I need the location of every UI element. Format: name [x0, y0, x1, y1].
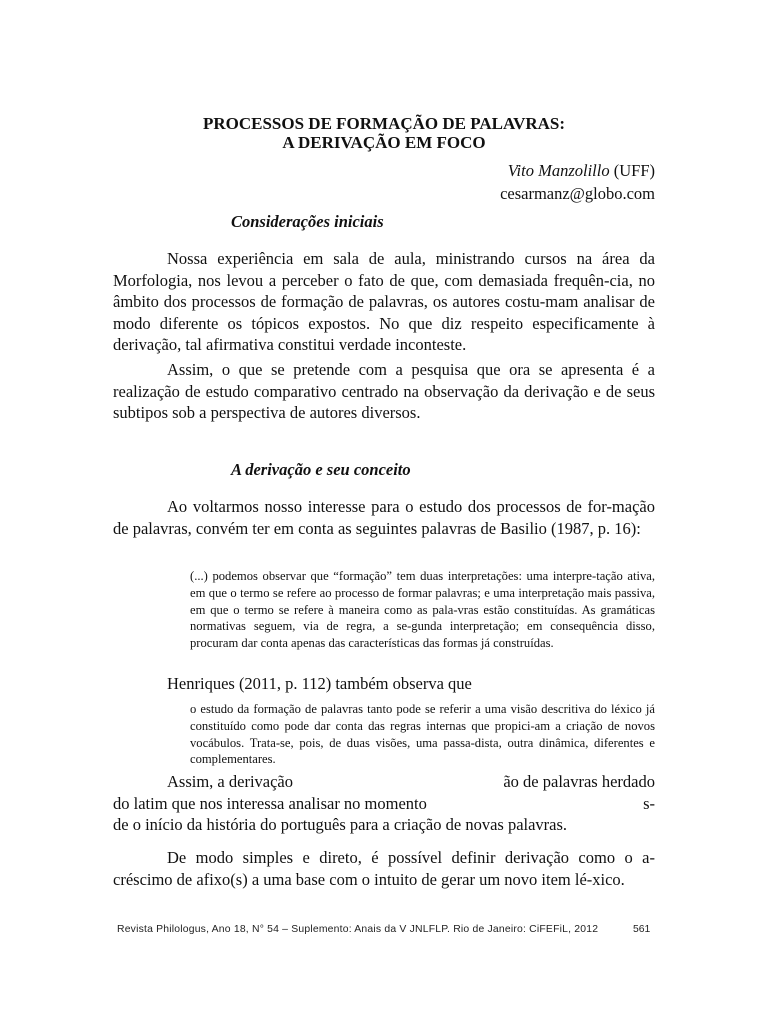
- section-heading-concept: A derivação e seu conceito: [231, 460, 411, 479]
- paragraph-3: [113, 496, 655, 539]
- page-number: 561: [633, 924, 651, 935]
- paragraph-2-text: Assim, o que se pretende com a pesquisa que ora se apresenta é a realização de estudo comparativo centrado na observação da derivação e de seus subtipos sob a perspectiva de autores diversos.: [113, 360, 655, 422]
- paragraph-5-line-1-start: Assim, a derivação: [167, 772, 293, 791]
- block-quote-basilio: (...) podemos observar que “formação” tem duas interpretações: uma interpre-tação ativa, em que o termo se refere ao processo de formar palavras; e uma interpretação mais passiva, em que o termo se refere à maneira como as pala-vras estão constituídas. As gramáticas normativas seguem, via de regra, a se-gunda interpretação; em consequência disso, procuram dar conta apenas das características das formas já construídas.: [190, 569, 655, 651]
- paragraph-5-line-2-start: do latim que nos interessa analisar no momento: [113, 793, 427, 813]
- title-line-1: PROCESSOS DE FORMAÇÃO DE PALAVRAS:: [202, 114, 566, 133]
- block-quote-henriques: o estudo da formação de palavras tanto pode se referir a uma visão descritiva do léxico já constituído como pode dar conta das regras internas que propici-am a criação de novos vocábulos. Trata-se, pois, de duas visões, uma passa-dista, outra dinâmica, diferentes e complementares.: [190, 702, 655, 767]
- paragraph-1-text: Nossa experiência em sala de aula, ministrando cursos na área da Morfologia, nos levou a perceber o fato de que, com demasiada frequên-cia, no âmbito dos processos de formação de palavras, os autores costu-mam analisar de modo diferente os tópicos expostos. No que diz respeito especificamente à derivação, tal afirmativa constitui verdade inconteste.: [113, 249, 655, 354]
- author-affiliation: (UFF): [609, 161, 655, 180]
- paragraph-5-line-2: [113, 793, 655, 815]
- paragraph-4-text: Henriques (2011, p. 112) também observa que: [167, 674, 472, 693]
- paragraph-5-line-1-end: ão de palavras herdado: [503, 772, 655, 791]
- author-line: [508, 160, 655, 182]
- paragraph-4: [113, 673, 655, 695]
- paragraph-3-text: Ao voltarmos nosso interesse para o estudo dos processos de for-mação de palavras, convém ter em conta as seguintes palavras de Basilio (1987, p. 16):: [113, 497, 655, 538]
- paragraph-6-text: De modo simples e direto, é possível definir derivação como o a-créscimo de afixo(s) a uma base com o intuito de gerar um novo item lé-xico.: [113, 848, 655, 889]
- paragraph-5-line-3: de o início da história do português para a criação de novas palavras.: [113, 815, 568, 834]
- paragraph-5-line-2-end: s-: [643, 793, 655, 813]
- journal-footer: Revista Philologus, Ano 18, N° 54 – Suplemento: Anais da V JNLFLP. Rio de Janeiro: CiFEFiL, 2012: [117, 924, 599, 935]
- section-heading-intro: Considerações iniciais: [231, 212, 384, 231]
- title-line-2: A DERIVAÇÃO EM FOCO: [282, 133, 486, 152]
- paragraph-1: [113, 248, 655, 356]
- paragraph-2: [113, 359, 655, 424]
- author-email: cesarmanz@globo.com: [500, 184, 655, 203]
- paragraph-6: [113, 847, 655, 890]
- paragraph-5-line-1: [113, 771, 655, 793]
- author-name: Vito Manzolillo: [507, 161, 610, 180]
- paragraph-5: [113, 771, 655, 836]
